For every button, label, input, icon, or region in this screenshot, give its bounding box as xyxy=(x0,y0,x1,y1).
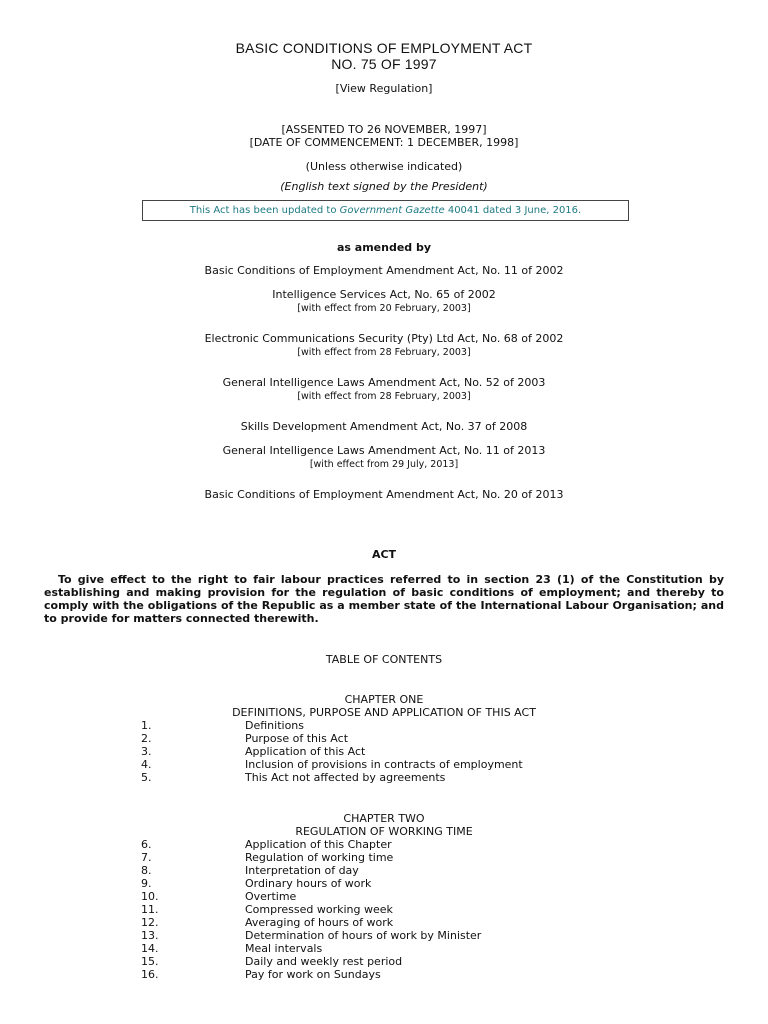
amendment-item: Electronic Communications Security (Pty) Ltd Act, No. 68 of 2002 xyxy=(204,332,564,345)
section-title: Purpose of this Act xyxy=(245,732,349,745)
amendments-heading: as amended by xyxy=(336,241,432,254)
section-title: Meal intervals xyxy=(245,942,323,955)
section-title: Averaging of hours of work xyxy=(245,916,394,929)
amendment-item: Basic Conditions of Employment Amendment Act, No. 11 of 2002 xyxy=(204,264,564,277)
amendment-effect: [with effect from 28 February, 2003] xyxy=(297,347,471,358)
section-title: Daily and weekly rest period xyxy=(245,955,403,968)
act-purpose xyxy=(44,573,724,625)
gazette-name: Government Gazette xyxy=(339,205,445,216)
section-number: 4. xyxy=(141,758,152,771)
english-text-note: (English text signed by the President) xyxy=(280,180,488,193)
section-number: 2. xyxy=(141,732,152,745)
assented-date: [ASSENTED TO 26 NOVEMBER, 1997] xyxy=(281,123,487,136)
section-number: 6. xyxy=(141,838,152,851)
unless-indicated: (Unless otherwise indicated) xyxy=(305,160,463,173)
section-title: Definitions xyxy=(245,719,304,732)
chapter-title: DEFINITIONS, PURPOSE AND APPLICATION OF THIS ACT xyxy=(232,706,536,719)
section-number: 5. xyxy=(141,771,152,784)
commencement-date: [DATE OF COMMENCEMENT: 1 DECEMBER, 1998] xyxy=(249,136,519,149)
chapter-label: CHAPTER TWO xyxy=(343,812,425,825)
chapter-title: REGULATION OF WORKING TIME xyxy=(295,825,473,838)
section-title: This Act not affected by agreements xyxy=(245,771,446,784)
amendment-item: Intelligence Services Act, No. 65 of 2002 xyxy=(272,288,496,301)
notice-suffix: 40041 dated 3 June, 2016. xyxy=(444,205,582,216)
section-number: 16. xyxy=(141,968,159,981)
section-title: Application of this Chapter xyxy=(245,838,392,851)
section-number: 7. xyxy=(141,851,152,864)
section-title: Regulation of working time xyxy=(245,851,394,864)
section-title: Inclusion of provisions in contracts of employment xyxy=(245,758,523,771)
section-number: 13. xyxy=(141,929,159,942)
section-title: Application of this Act xyxy=(245,745,366,758)
act-number: NO. 75 OF 1997 xyxy=(331,56,437,72)
view-regulation-link[interactable]: [View Regulation] xyxy=(335,82,433,95)
section-number: 15. xyxy=(141,955,159,968)
section-number: 8. xyxy=(141,864,152,877)
amendment-item: General Intelligence Laws Amendment Act, No. 52 of 2003 xyxy=(222,376,546,389)
section-title: Interpretation of day xyxy=(245,864,359,877)
amendment-effect: [with effect from 20 February, 2003] xyxy=(297,303,471,314)
section-title: Overtime xyxy=(245,890,297,903)
chapter-label: CHAPTER ONE xyxy=(344,693,424,706)
section-title: Pay for work on Sundays xyxy=(245,968,381,981)
amendment-item: Skills Development Amendment Act, No. 37 of 2008 xyxy=(240,420,528,433)
amendment-effect: [with effect from 29 July, 2013] xyxy=(309,459,459,470)
toc-heading: TABLE OF CONTENTS xyxy=(325,653,443,666)
update-notice xyxy=(142,200,629,221)
amendment-item: General Intelligence Laws Amendment Act, No. 11 of 2013 xyxy=(222,444,546,457)
section-title: Determination of hours of work by Minister xyxy=(245,929,482,942)
section-number: 1. xyxy=(141,719,152,732)
section-title: Ordinary hours of work xyxy=(245,877,372,890)
section-number: 12. xyxy=(141,916,159,929)
section-number: 14. xyxy=(141,942,159,955)
act-title: BASIC CONDITIONS OF EMPLOYMENT ACT xyxy=(235,40,533,56)
section-title: Compressed working week xyxy=(245,903,393,916)
act-purpose-text: To give effect to the right to fair labour practices referred to in section 23 (1) of the Constitution by establishing and making provision for the regulation of basic conditions of employment; and thereby to comply with the obligations of the Republic as a member state of the International Labour Organisation; and to provide for matters connected therewith. xyxy=(44,573,724,625)
section-number: 3. xyxy=(141,745,152,758)
section-number: 10. xyxy=(141,890,159,903)
amendment-effect: [with effect from 28 February, 2003] xyxy=(297,391,471,402)
section-number: 11. xyxy=(141,903,159,916)
section-number: 9. xyxy=(141,877,152,890)
amendment-item: Basic Conditions of Employment Amendment Act, No. 20 of 2013 xyxy=(204,488,564,501)
act-heading: ACT xyxy=(371,548,397,561)
notice-prefix: This Act has been updated to xyxy=(189,205,340,216)
